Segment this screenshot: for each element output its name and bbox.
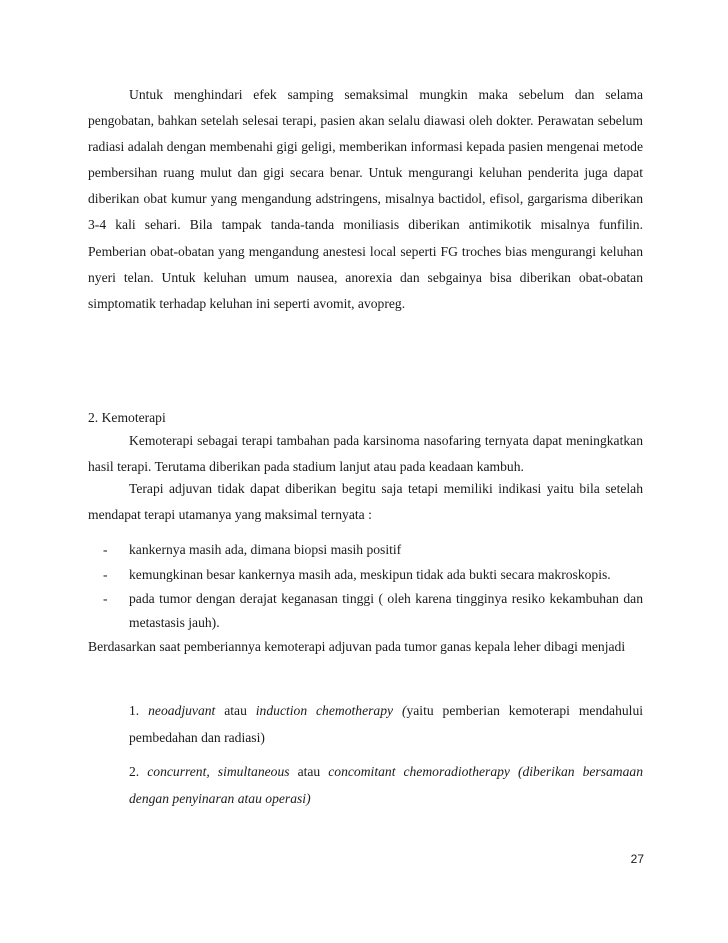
list-item-text: kankernya masih ada, dimana biopsi masih positif (129, 542, 402, 557)
section2-paragraph1-block (88, 428, 643, 480)
item-term2: induction chemotherapy (255, 703, 394, 718)
list-item-text: pada tumor dengan derajat keganasan tinggi ( oleh karena tingginya resiko kekambuhan dan metastasis jauh). (129, 591, 643, 630)
bullet-dash: - (103, 542, 108, 557)
section2-paragraph1: Kemoterapi sebagai terapi tambahan pada karsinoma nasofaring ternyata dapat meningkatkan hasil terapi. Terutama diberikan pada stadium lanjut atau pada keadaan kambuh. (88, 433, 643, 475)
bullet-dash: - (103, 566, 108, 582)
item-number: 1. (129, 703, 140, 718)
list-item (88, 538, 643, 562)
item-connector: atau (297, 764, 321, 779)
numbered-item-1 (129, 697, 643, 751)
section1-paragraph: Untuk menghindari efek samping semaksimal mungkin maka sebelum dan selama pengobatan, bahkan setelah selesai terapi, pasien akan selalu diawasi oleh dokter. Perawatan sebelum radiasi adalah dengan membenahi gigi geligi, memberikan informasi kepada pasien mengenai metode pembersihan ruang mulut dan gigi secara benar. Untuk mengurangi keluhan penderita juga dapat diberikan obat kumur yang mengandung adstringens, misalnya bactidol, efisol, gargarisma diberikan 3-4 kali sehari. Bila tampak tanda-tanda moniliasis diberikan antimikotik misalnya funfilin. Pemberian obat-obatan yang mengandung anestesi local seperti FG troches bias mengurangi keluhan nyeri telan. Untuk keluhan umum nausea, anorexia dan sebgainya bisa diberikan obat-obatan simptomatik terhadap keluhan ini seperti avomit, avopreg. (88, 87, 643, 311)
item-number: 2. (129, 764, 140, 779)
list-item (88, 587, 643, 634)
numbered-item-2 (129, 758, 643, 812)
indication-list (88, 538, 643, 635)
list-item-text: kemungkinan besar kankernya masih ada, meskipun tidak ada bukti secara makroskopis. (129, 566, 611, 582)
section2-paragraph3: Berdasarkan saat pemberiannya kemoterapi adjuvan pada tumor ganas kepala leher dibagi menjadi (88, 639, 626, 654)
item-open-paren: ( (401, 703, 407, 718)
section2-paragraph2-block (88, 476, 643, 528)
page-number: 27 (630, 852, 644, 866)
section2-heading: 2. Kemoterapi (88, 410, 166, 425)
item-term1: concurrent, simultaneous (147, 764, 290, 779)
item-explanation: yaitu pemberian kemoterapi mendahului pembedahan dan radiasi) (129, 703, 644, 745)
list-item (88, 563, 643, 587)
section2-paragraph2: Terapi adjuvan tidak dapat diberikan begitu saja tetapi memiliki indikasi yaitu bila setelah mendapat terapi utamanya yang maksimal ternyata : (88, 481, 643, 523)
section1-block (88, 82, 643, 317)
bullet-dash: - (103, 591, 108, 606)
item-connector: atau (224, 703, 247, 718)
item-term2: concomitant chemoradiotherapy (diberikan bersamaan dengan penyinaran atau operasi) (129, 764, 644, 806)
item-term1: neoadjuvant (148, 703, 216, 718)
